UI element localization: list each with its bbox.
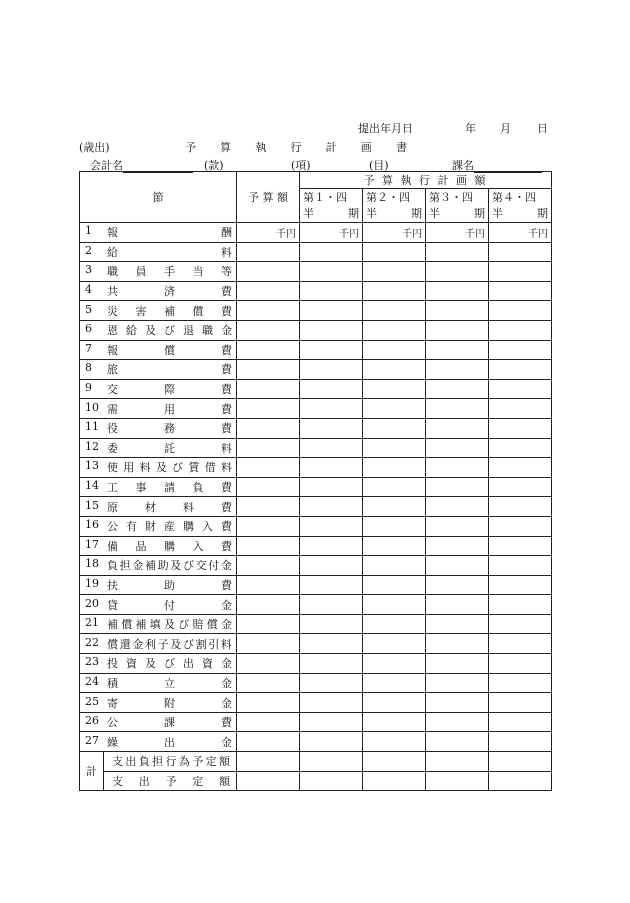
setsu-row [80,673,552,693]
quarter-amount-cell[interactable] [363,497,426,517]
title-char: 予 [185,141,196,154]
budget-amount-cell[interactable] [237,497,300,517]
setsu-name-cell [80,458,237,478]
quarter-amount-cell[interactable] [426,360,489,380]
setsu-number: 9 [85,381,92,395]
quarter-amount-cell[interactable] [489,438,552,458]
total-quarter-cell[interactable] [363,771,426,791]
quarter-amount-cell[interactable]: 千円 [300,223,363,243]
setsu-row [80,458,552,478]
setsu-row [80,360,552,380]
setsu-name: 公 課 費 [107,716,232,730]
setsu-row [80,223,552,243]
total-row [80,771,552,791]
quarter-header-3 [426,189,489,223]
quarter-header-top: 第４・四 [492,190,536,204]
quarter-amount-cell[interactable] [363,320,426,340]
quarter-amount-cell[interactable] [426,301,489,321]
setsu-row [80,301,552,321]
total-quarter-cell[interactable] [489,771,552,791]
setsu-row [80,399,552,419]
setsu-name: 補 償 補 填 及 び 賠 償 金 [107,618,232,632]
quarter-amount-cell[interactable] [426,654,489,674]
setsu-name: 貸 付 金 [107,598,232,612]
setsu-number: 25 [85,694,99,708]
quarter-amount-cell[interactable] [426,458,489,478]
setsu-name-cell [80,654,237,674]
quarter-amount-cell[interactable] [489,399,552,419]
setsu-number: 10 [85,400,99,414]
quarter-amount-cell[interactable] [426,575,489,595]
setsu-name: 使 用 料 及 び 賃 借 料 [107,461,232,475]
quarter-amount-cell[interactable] [489,595,552,615]
setsu-row [80,595,552,615]
setsu-name-cell [80,379,237,399]
quarter-header-top: 第２・四 [366,190,410,204]
quarter-amount-cell[interactable] [363,262,426,282]
quarter-amount-cell[interactable] [363,477,426,497]
quarter-amount-cell[interactable] [489,712,552,732]
quarter-amount-cell[interactable] [426,281,489,301]
quarter-amount-cell[interactable] [363,732,426,752]
total-quarter-cell[interactable] [489,752,552,772]
quarter-amount-cell[interactable] [300,556,363,576]
quarter-header-bottom: 半 期 [303,206,359,220]
quarter-amount-cell[interactable] [300,360,363,380]
budget-amount-cell[interactable] [237,654,300,674]
quarter-amount-cell[interactable] [489,732,552,752]
budget-amount-cell[interactable] [237,438,300,458]
quarter-amount-cell[interactable] [489,418,552,438]
quarter-amount-cell[interactable] [363,575,426,595]
total-quarter-cell[interactable] [300,771,363,791]
quarter-amount-cell[interactable] [300,497,363,517]
moku-label: (目) [369,159,389,172]
quarter-amount-cell[interactable]: 千円 [363,223,426,243]
setsu-name: 報 償 費 [107,343,232,357]
total-row [80,752,552,772]
budget-amount-cell[interactable] [237,301,300,321]
setsu-number: 19 [85,576,99,590]
section-name-label: 課名 [452,159,474,172]
setsu-row [80,614,552,634]
setsu-number: 3 [85,263,92,277]
quarter-amount-cell[interactable] [489,262,552,282]
quarter-amount-cell[interactable] [300,614,363,634]
setsu-name: 原 材 料 費 [107,500,232,514]
quarter-amount-cell[interactable] [489,497,552,517]
setsu-name: 繰 出 金 [107,735,232,749]
quarter-amount-cell[interactable] [300,242,363,262]
setsu-name-cell [80,340,237,360]
setsu-number: 22 [85,635,99,649]
budget-amount-cell[interactable] [237,399,300,419]
quarter-amount-cell[interactable] [363,634,426,654]
budget-amount-cell[interactable] [237,673,300,693]
setsu-number: 6 [85,322,92,336]
setsu-name-cell [80,556,237,576]
quarter-amount-cell[interactable] [300,477,363,497]
setsu-number: 7 [85,341,92,355]
setsu-name: 恩 給 及 び 退 職 金 [107,324,232,338]
quarter-amount-cell[interactable] [363,379,426,399]
quarter-amount-cell[interactable] [489,614,552,634]
setsu-name-cell [80,516,237,536]
setsu-name-cell [80,360,237,380]
setsu-name: 旅 費 [107,363,232,377]
budget-amount-cell[interactable]: 千円 [237,223,300,243]
setsu-number: 11 [85,420,99,434]
title-char: 執 [255,141,267,154]
setsu-number: 17 [85,537,99,551]
total-label: 計 [80,752,104,791]
quarter-amount-cell[interactable] [300,340,363,360]
setsu-name: 役 務 費 [107,422,232,436]
total-row-label: 支 出 予 定 額 [104,771,237,791]
quarter-amount-cell[interactable] [489,556,552,576]
quarter-amount-cell[interactable] [300,693,363,713]
quarter-amount-cell[interactable] [426,673,489,693]
quarter-amount-cell[interactable] [426,242,489,262]
quarter-amount-cell[interactable] [489,693,552,713]
budget-amount-cell[interactable] [237,379,300,399]
title-char: 計 [325,141,337,154]
budget-amount-cell[interactable] [237,418,300,438]
total-quarter-cell[interactable] [426,752,489,772]
setsu-name: 積 立 金 [107,676,232,690]
total-quarter-cell[interactable] [426,771,489,791]
budget-amount-cell[interactable] [237,536,300,556]
quarter-amount-cell[interactable] [489,281,552,301]
quarter-amount-cell[interactable] [426,732,489,752]
quarter-amount-cell[interactable] [426,262,489,282]
quarter-amount-cell[interactable] [363,712,426,732]
quarter-amount-cell[interactable] [363,301,426,321]
setsu-number: 20 [85,596,99,610]
setsu-number: 1 [85,224,92,238]
setsu-name-cell [80,614,237,634]
quarter-amount-cell[interactable] [300,673,363,693]
setsu-name-cell [80,477,237,497]
setsu-number: 5 [85,302,92,316]
quarter-amount-cell[interactable] [363,536,426,556]
quarter-amount-cell[interactable] [426,614,489,634]
setsu-row [80,320,552,340]
setsu-row [80,556,552,576]
quarter-amount-cell[interactable] [426,693,489,713]
setsu-name: 共 済 費 [107,285,232,299]
quarter-amount-cell[interactable] [363,693,426,713]
quarter-amount-cell[interactable]: 千円 [489,223,552,243]
quarter-amount-cell[interactable] [363,438,426,458]
quarter-amount-cell[interactable] [363,281,426,301]
budget-amount-cell[interactable] [237,242,300,262]
quarter-amount-cell[interactable] [363,242,426,262]
setsu-number: 16 [85,518,99,532]
budget-amount-cell[interactable] [237,712,300,732]
setsu-name: 交 際 費 [107,383,232,397]
setsu-row [80,654,552,674]
setsu-name: 需 用 費 [107,402,232,416]
quarter-amount-cell[interactable] [363,458,426,478]
quarter-amount-cell[interactable] [300,634,363,654]
quarter-header-1 [300,189,363,223]
setsu-number: 14 [85,479,99,493]
setsu-row [80,693,552,713]
quarter-amount-cell[interactable] [489,458,552,478]
quarter-amount-cell[interactable] [300,301,363,321]
setsu-name: 委 託 料 [107,441,232,455]
quarter-amount-cell[interactable] [489,634,552,654]
quarter-amount-cell[interactable] [426,536,489,556]
setsu-name-cell [80,281,237,301]
setsu-name-cell [80,575,237,595]
setsu-name-cell [80,242,237,262]
quarter-amount-cell[interactable]: 千円 [426,223,489,243]
title-char: 行 [290,141,302,154]
quarter-amount-cell[interactable] [300,320,363,340]
quarter-amount-cell[interactable] [300,399,363,419]
setsu-name-cell [80,732,237,752]
budget-amount-cell[interactable] [237,556,300,576]
quarter-amount-cell[interactable] [363,614,426,634]
setsu-name-cell [80,399,237,419]
quarter-amount-cell[interactable] [426,399,489,419]
quarter-amount-cell[interactable] [300,654,363,674]
title-char: 算 [220,141,232,154]
quarter-amount-cell[interactable] [363,556,426,576]
setsu-row [80,536,552,556]
setsu-number: 21 [85,616,99,630]
total-row-label: 支 出 負 担 行 為 予 定 額 [104,752,237,772]
setsu-row [80,262,552,282]
setsu-name: 扶 助 費 [107,578,232,592]
quarter-amount-cell[interactable] [426,497,489,517]
setsu-row [80,281,552,301]
setsu-row [80,379,552,399]
setsu-number: 23 [85,655,99,669]
quarter-amount-cell[interactable] [363,595,426,615]
budget-amount-cell[interactable] [237,458,300,478]
setsu-name-cell [80,712,237,732]
setsu-number: 4 [85,283,92,297]
quarter-amount-cell[interactable] [489,477,552,497]
setsu-row [80,497,552,517]
setsu-number: 12 [85,439,99,453]
setsu-name-cell [80,438,237,458]
quarter-amount-cell[interactable] [300,575,363,595]
setsu-name: 公 有 財 産 購 入 費 [107,520,232,534]
total-quarter-cell[interactable] [300,752,363,772]
budget-amount-cell[interactable] [237,340,300,360]
quarter-amount-cell[interactable] [489,536,552,556]
budget-amount-cell[interactable] [237,320,300,340]
quarter-amount-cell[interactable] [426,418,489,438]
setsu-name: 償 還 金 利 子 及 び 割 引 料 [107,637,232,651]
setsu-name-cell [80,536,237,556]
setsu-row [80,438,552,458]
setsu-name-cell [80,223,237,243]
quarter-amount-cell[interactable] [426,320,489,340]
setsu-number: 2 [85,243,92,257]
submit-date-label: 提出年月日 [358,122,413,135]
setsu-name-cell [80,634,237,654]
account-name-label: 会計名 [90,159,123,172]
setsu-name: 寄 附 金 [107,696,232,710]
setsu-name-cell [80,497,237,517]
title-char: 書 [395,141,407,154]
quarter-amount-cell[interactable] [426,438,489,458]
quarter-header-bottom: 半 期 [492,206,549,220]
quarter-amount-cell[interactable] [426,516,489,536]
setsu-name-cell [80,693,237,713]
setsu-name: 職 員 手 当 等 [107,265,232,279]
setsu-name-cell [80,595,237,615]
quarter-amount-cell[interactable] [489,301,552,321]
quarter-amount-cell[interactable] [426,712,489,732]
quarter-amount-cell[interactable] [426,556,489,576]
setsu-name: 報 酬 [107,226,232,240]
quarter-header-bottom: 半 期 [429,206,485,220]
setsu-number: 8 [85,361,92,375]
quarter-amount-cell[interactable] [426,634,489,654]
budget-amount-cell[interactable] [237,595,300,615]
quarter-header-bottom: 半 期 [366,206,422,220]
document-title [185,139,407,155]
quarter-amount-cell[interactable] [489,340,552,360]
quarter-amount-cell[interactable] [489,575,552,595]
quarter-amount-cell[interactable] [300,379,363,399]
setsu-name: 備 品 購 入 費 [107,539,232,553]
setsu-name-cell [80,418,237,438]
setsu-row [80,732,552,752]
quarter-amount-cell[interactable] [300,732,363,752]
quarter-amount-cell[interactable] [300,595,363,615]
quarter-header-4 [489,189,552,223]
title-char: 画 [360,141,372,154]
budget-amount-cell[interactable] [237,614,300,634]
setsu-row [80,712,552,732]
setsu-name: 給 料 [107,245,232,259]
setsu-name: 災 害 補 償 費 [107,304,232,318]
total-budget-cell[interactable] [237,752,300,772]
quarter-amount-cell[interactable] [300,262,363,282]
setsu-row [80,634,552,654]
quarter-amount-cell[interactable] [363,399,426,419]
year-label: 年 [465,122,476,135]
quarter-amount-cell[interactable] [363,418,426,438]
quarter-amount-cell[interactable] [300,458,363,478]
quarter-amount-cell[interactable] [426,379,489,399]
setsu-row [80,242,552,262]
quarter-amount-cell[interactable] [363,340,426,360]
budget-amount-cell[interactable] [237,360,300,380]
setsu-header: 節 [80,172,237,223]
budget-amount-cell[interactable] [237,262,300,282]
category-label: (歳出) [79,141,110,154]
setsu-name: 負 担 金 補 助 及 び 交 付 金 [107,559,232,573]
budget-amount-header: 予 算 額 [237,172,300,223]
budget-amount-cell[interactable] [237,477,300,497]
setsu-row [80,477,552,497]
quarter-header-2 [363,189,426,223]
quarter-amount-cell[interactable] [489,320,552,340]
setsu-name-cell [80,262,237,282]
quarter-amount-cell[interactable] [489,379,552,399]
setsu-row [80,418,552,438]
quarter-amount-cell[interactable] [489,516,552,536]
setsu-name-cell [80,320,237,340]
setsu-row [80,516,552,536]
total-budget-cell[interactable] [237,771,300,791]
setsu-number: 18 [85,557,99,571]
quarter-amount-cell[interactable] [426,595,489,615]
budget-amount-cell[interactable] [237,516,300,536]
quarter-amount-cell[interactable] [489,673,552,693]
quarter-amount-cell[interactable] [300,438,363,458]
quarter-amount-cell[interactable] [300,516,363,536]
quarter-amount-cell[interactable] [363,516,426,536]
quarter-amount-cell[interactable] [300,712,363,732]
quarter-amount-cell[interactable] [363,673,426,693]
setsu-name-cell [80,673,237,693]
kou-label: (項) [291,159,311,172]
setsu-number: 27 [85,733,99,747]
quarter-amount-cell[interactable] [300,281,363,301]
budget-execution-table [79,171,552,791]
setsu-name: 工 事 請 負 費 [107,481,232,495]
budget-amount-cell[interactable] [237,634,300,654]
quarter-amount-cell[interactable] [426,340,489,360]
setsu-number: 15 [85,498,99,512]
setsu-number: 26 [85,714,99,728]
budget-amount-cell[interactable] [237,575,300,595]
budget-amount-cell[interactable] [237,281,300,301]
month-label: 月 [500,122,511,135]
day-label: 日 [537,122,548,135]
quarter-amount-cell[interactable] [489,360,552,380]
setsu-name-cell [80,301,237,321]
quarter-header-top: 第１・四 [303,190,347,204]
setsu-number: 24 [85,674,99,688]
setsu-row [80,575,552,595]
quarter-amount-cell[interactable] [363,654,426,674]
quarter-amount-cell[interactable] [363,360,426,380]
setsu-number: 13 [85,459,99,473]
setsu-row [80,340,552,360]
setsu-name: 投 資 及 び 出 資 金 [107,657,232,671]
quarter-header-top: 第３・四 [429,190,473,204]
budget-amount-cell[interactable] [237,693,300,713]
quarter-amount-cell[interactable] [300,536,363,556]
budget-amount-cell[interactable] [237,732,300,752]
quarter-amount-cell[interactable] [489,242,552,262]
quarter-amount-cell[interactable] [300,418,363,438]
quarter-amount-cell[interactable] [426,477,489,497]
total-quarter-cell[interactable] [363,752,426,772]
quarter-amount-cell[interactable] [489,654,552,674]
execution-plan-header: 予 算 執 行 計 画 額 [300,172,552,189]
kan-label: (款) [204,159,224,172]
